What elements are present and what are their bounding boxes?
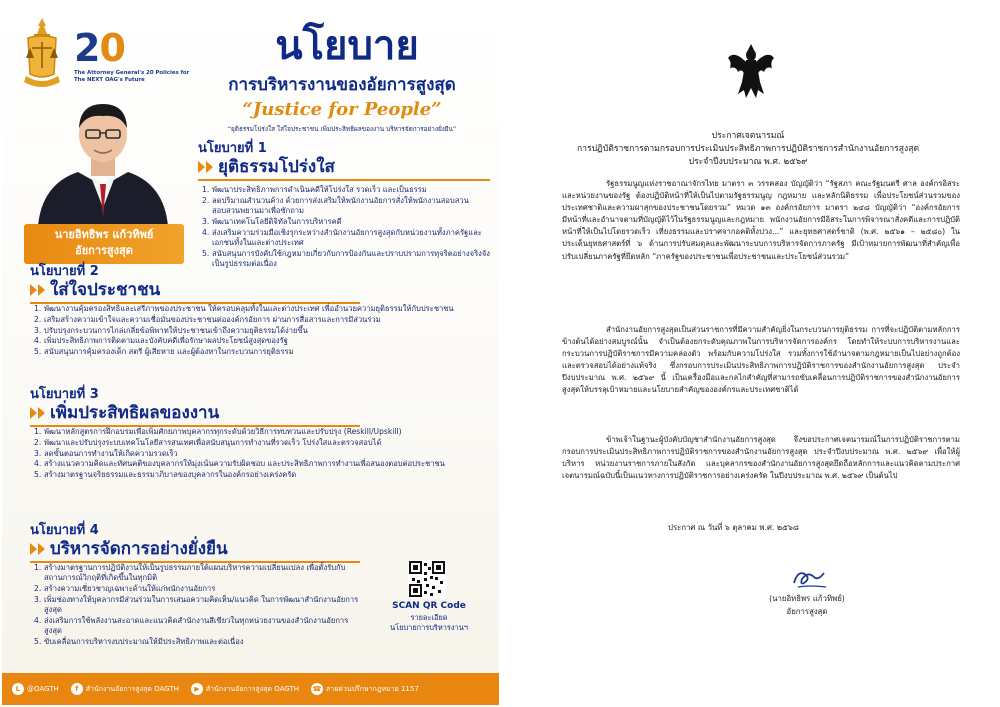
policy-title: เพิ่มประสิทธิผลของงาน xyxy=(30,403,360,423)
signature xyxy=(790,565,830,591)
policy-3-heading xyxy=(30,387,360,427)
garuda-emblem-icon xyxy=(726,40,776,100)
document-paragraph-3: ข้าพเจ้าในฐานะผู้บังคับบัญชาสำนักงานอัยการสูงสุด จึงขอประกาศเจตนารมณ์ในการปฏิบัติราชการตามกรอบการประเมินประสิทธิภาพการปฏิบัติราชการของสำนักงานอัยการสูงสุด ประจำปีงบประมาณ พ.ศ. ๒๕๖๙ เพื่อให้ผู้บริหาร หน่วยงานราชการภายในสังกัด และบุคลากรของสำนักงานอัยการสูงสุดยึดถือหลักการและแนวคิดตามประกาศเจตนารมณ์ฉบับนี้เป็นแนวทางการปฏิบัติราชการอย่างเคร่งครัด ในปีงบประมาณ พ.ศ. ๒๕๖๙ เป็นต้นไป xyxy=(562,435,960,481)
policy-title: บริหารจัดการอย่างยั่งยืน xyxy=(30,539,360,559)
policy-2-heading xyxy=(30,264,360,304)
list-item: 2. สร้างความเชี่ยวชาญเฉพาะด้านให้แก่พนักงานอัยการ xyxy=(34,584,216,594)
qr-caption: SCAN QR Code xyxy=(392,601,466,611)
divider xyxy=(198,179,490,181)
document-signer: (นายอิทธิพร แก้วทิพย์) xyxy=(769,594,845,603)
person-position: อัยการสูงสุด xyxy=(75,244,133,257)
chevron-right-icon xyxy=(30,407,46,419)
footer-item-youtube[interactable]: ▶ สำนักงานอัยการสูงสุด OAGTH xyxy=(191,683,299,695)
footer-item-line[interactable]: L @OAGTH xyxy=(12,683,59,695)
list-item: 1. พัฒนางานคุ้มครองสิทธิและเสรีภาพของประชาชน ให้ครอบคลุมทั้งในและต่างประเทศ เพื่ออำนวยความยุติธรรมให้กับประชาชน xyxy=(34,304,454,313)
list-item: 1. สร้างมาตรฐานการปฏิบัติงานให้เป็นรูปธรรมภายใต้แผนบริหารความเปลี่ยนแปลง เพื่อตั้งรับกับสถานการณ์วิกฤติที่เกิดขึ้นในทุกมิติ xyxy=(34,563,346,583)
list-item: 4. สร้างแนวความคิดและทัศนคติของบุคลากรให้มุ่งเน้นความรับผิดชอบ และประสิทธิภาพการทำงานเพื่อสนองตอบต่อประชาชน xyxy=(34,459,445,469)
policy-label: นโยบายที่ 3 xyxy=(30,387,99,402)
document-fiscal-year: ประจำปีงบประมาณ พ.ศ. ๒๕๖๙ xyxy=(688,157,808,167)
policy-1-heading xyxy=(198,141,490,181)
facebook-icon: f xyxy=(71,683,83,695)
policy-title: ยุติธรรมโปร่งใส xyxy=(198,157,490,177)
footer-item-facebook[interactable]: f สำนักงานอัยการสูงสุด OAGTH xyxy=(71,683,179,695)
policy-4-heading xyxy=(30,523,360,563)
declaration-document xyxy=(508,2,998,705)
poster-motto: “ยุติธรรมโปร่งใส ใส่ใจประชาชน เพิ่มประสิทธิผลของงาน บริหารจัดการอย่างยั่งยืน” xyxy=(227,125,457,133)
policy-label: นโยบายที่ 4 xyxy=(30,523,99,538)
list-item: 1. พัฒนาหลักสูตรการฝึกอบรมเพื่อเพิ่มศักยภาพบุคลากรทุกระดับด้วยวิธีการทบทวนและปรับปรุง (Reskill/Upskill) xyxy=(34,427,402,436)
chevron-right-icon xyxy=(30,284,46,296)
poster-slogan: “Justice for People” xyxy=(242,99,442,120)
document-paragraph-2: สำนักงานอัยการสูงสุดเป็นส่วนราชการที่มีความสำคัญยิ่งในกระบวนการยุติธรรม การที่จะปฏิบัติตามหลักการข้างต้นได้อย่างสมบูรณ์นั้น จำเป็นต้องยกระดับคุณภาพในการบริหารจัดการองค์กร โดยทำให้ระบบการบริหารงานและกระบวนการปฏิบัติราชการมีความคล่องตัว พร้อมกับความโปร่งใส รวมทั้งการใช้อำนาจตามกฎหมายเป็นไปอย่างถูกต้องและตรวจสอบได้อย่างแท้จริง ซึ่งกรอบการประเมินประสิทธิภาพการปฏิบัติราชการของสำนักงานอัยการสูงสุด ประจำปีงบประมาณ พ.ศ. ๒๕๖๙ นี้ เป็นเครื่องมือและกลไกสำคัญที่สามารถขับเคลื่อนการปฏิบัติราชการของสำนักงานอัยการสูงสุดให้บรรลุเป้าหมายและนโยบายสำคัญขององค์กรและประเทศชาติได้ xyxy=(562,325,960,395)
list-item: 3. ลดขั้นตอนการทำงานให้เกิดความรวดเร็ว xyxy=(34,448,178,458)
list-item: 4. ส่งเสริมการใช้พลังงานสะอาดและแนวคิดสำนักงานสีเขียวในทุกหน่วยงานของสำนักงานอัยการสูงสุด xyxy=(34,615,349,636)
chevron-right-icon xyxy=(30,543,46,555)
contact-footer xyxy=(2,673,499,705)
list-item: 2. เสริมสร้างความเข้าใจและความเชื่อมั่นของประชาชนต่อองค์กรอัยการ ผ่านการสื่อสารและการมีส่วนร่วม xyxy=(34,314,381,324)
list-item: 5. สร้างมาตรฐานจริยธรรมและธรรมาภิบาลของบุคลากรในองค์กรอย่างเคร่งครัด xyxy=(34,470,297,480)
qr-subcaption: รายละเอียด นโยบายการบริหารงานฯ xyxy=(390,613,468,632)
phone-icon: ☎ xyxy=(312,685,322,693)
list-item: 2. ลดปริมาณสำนวนค้าง ด้วยการส่งเสริมให้พนักงานอัยการสั่งให้พนักงานสอบสวนสอบสวนพยานมาเพื่อซักถาม xyxy=(202,195,469,216)
document-date-line: ประกาศ ณ วันที่ ๖ ตุลาคม พ.ศ. ๒๕๖๘ xyxy=(668,523,799,532)
policy-3-list xyxy=(34,427,489,481)
policy-label: นโยบายที่ 2 xyxy=(30,264,99,279)
list-item: 5. สนับสนุนการคุ้มครองเด็ก สตรี ผู้เสียหาย และผู้ต้องหาในกระบวนการยุติธรรม xyxy=(34,347,294,357)
list-item: 4. ส่งเสริมความร่วมมือเชิงรุกระหว่างสำนักงานอัยการสูงสุดกับหน่วยงานทั้งภาครัฐและเอกชนทั้งในและต่างประเทศ xyxy=(202,227,482,247)
list-item: 5. สนับสนุนการบังคับใช้กฎหมายเกี่ยวกับการป้องกันและปราบปรามการทุจริตอย่างจริงจัง เป็นรูปธรรมต่อเนื่อง xyxy=(202,248,491,269)
list-item: 2. พัฒนาและปรับปรุงระบบเทคโนโลยีสารสนเทศเพื่อสนับสนุนการทำงานที่รวดเร็ว โปร่งใสและตรวจสอบได้ xyxy=(34,437,382,447)
policy-1-list xyxy=(202,185,492,270)
attorney-general-portrait xyxy=(28,88,178,226)
policy-poster xyxy=(2,2,499,705)
policy-4-list xyxy=(34,563,364,648)
document-title: ประกาศเจตนารมณ์ xyxy=(711,131,785,141)
list-item: 5. ขับเคลื่อนการบริหารงบประมาณให้มีประสิทธิภาพและต่อเนื่อง xyxy=(34,637,244,647)
20-policies-badge xyxy=(74,28,202,84)
footer-item-hotline[interactable]: ☎ สายด่วนปรึกษากฎหมาย 1157 xyxy=(312,684,419,693)
qr-code-icon[interactable] xyxy=(408,560,446,598)
badge-number: 20 xyxy=(74,26,125,70)
list-item: 1. พัฒนาประสิทธิภาพการดำเนินคดีให้โปร่งใส รวดเร็ว และเป็นธรรม xyxy=(202,185,427,194)
list-item: 4. เพิ่มประสิทธิภาพการติดตามและบังคับคดีเพื่อรักษาผลประโยชน์สูงสุดของรัฐ xyxy=(34,336,288,346)
attorney-general-name-plate xyxy=(24,224,184,264)
oag-emblem-icon xyxy=(20,16,64,94)
policy-2-list xyxy=(34,304,489,358)
poster-subtitle: การบริหารงานของอัยการสูงสุด xyxy=(228,75,456,95)
chevron-right-icon xyxy=(198,161,214,173)
poster-title: นโยบาย xyxy=(275,23,419,69)
document-signer-position: อัยการสูงสุด xyxy=(786,607,828,616)
document-paragraph-1: รัฐธรรมนูญแห่งราชอาณาจักรไทย มาตรา ๓ วรรคสอง บัญญัติว่า “รัฐสภา คณะรัฐมนตรี ศาล องค์กรอิสระ และหน่วยงานของรัฐ ต้องปฏิบัติหน้าที่ให้เป็นไปตามรัฐธรรมนูญ กฎหมาย และหลักนิติธรรม เพื่อประโยชน์ส่วนรวมของประเทศชาติและความผาสุกของประชาชนโดยรวม” หมวด ๑๓ องค์กรอัยการ มาตรา ๒๔๘ บัญญัติว่า “องค์กรอัยการมีหน้าที่และอำนาจตามที่บัญญัติไว้ในรัฐธรรมนูญและกฎหมาย พนักงานอัยการมีอิสระในการพิจารณาสั่งคดีและการปฏิบัติหน้าที่ให้เป็นไปโดยรวดเร็ว เที่ยงธรรมและปราศจากอคติทั้งปวง...” และยุทธศาสตร์ชาติ (พ.ศ. ๒๕๖๑ – ๒๕๘๐) ในประเด็นยุทธศาสตร์ที่ ๖ ด้านการปรับสมดุลและพัฒนาระบบการบริหารจัดการภาครัฐ มีเป้าหมายการพัฒนาที่สำคัญเพื่อปรับเปลี่ยนภาครัฐที่ยึดหลัก “ภาครัฐของประชาชนเพื่อประชาชนและประโยชน์ส่วนรวม” xyxy=(562,179,960,261)
document-subject: การปฏิบัติราชการตามกรอบการประเมินประสิทธิภาพการปฏิบัติราชการสำนักงานอัยการสูงสุด xyxy=(576,144,920,154)
line-icon: L xyxy=(12,683,24,695)
list-item: 3. พัฒนาเทคโนโลยีดิจิทัลในการบริหารคดี xyxy=(202,216,342,226)
person-name: นายอิทธิพร แก้วทิพย์ xyxy=(54,228,154,241)
youtube-icon: ▶ xyxy=(191,683,203,695)
policy-label: นโยบายที่ 1 xyxy=(198,141,267,156)
badge-tagline: The Attorney General's 20 Policies for The NEXT OAG's Future xyxy=(74,70,190,83)
list-item: 3. เพิ่มช่องทางให้บุคลากรมีส่วนร่วมในการเสนอความคิดเห็น/แนวคิด ในการพัฒนาสำนักงานอัยการสูงสุด xyxy=(34,594,359,615)
list-item: 3. ปรับปรุงกระบวนการไกล่เกลี่ยข้อพิพาทให้ประชาชนเข้าถึงความยุติธรรมได้ง่ายขึ้น xyxy=(34,325,308,335)
policy-title: ใส่ใจประชาชน xyxy=(30,280,360,300)
